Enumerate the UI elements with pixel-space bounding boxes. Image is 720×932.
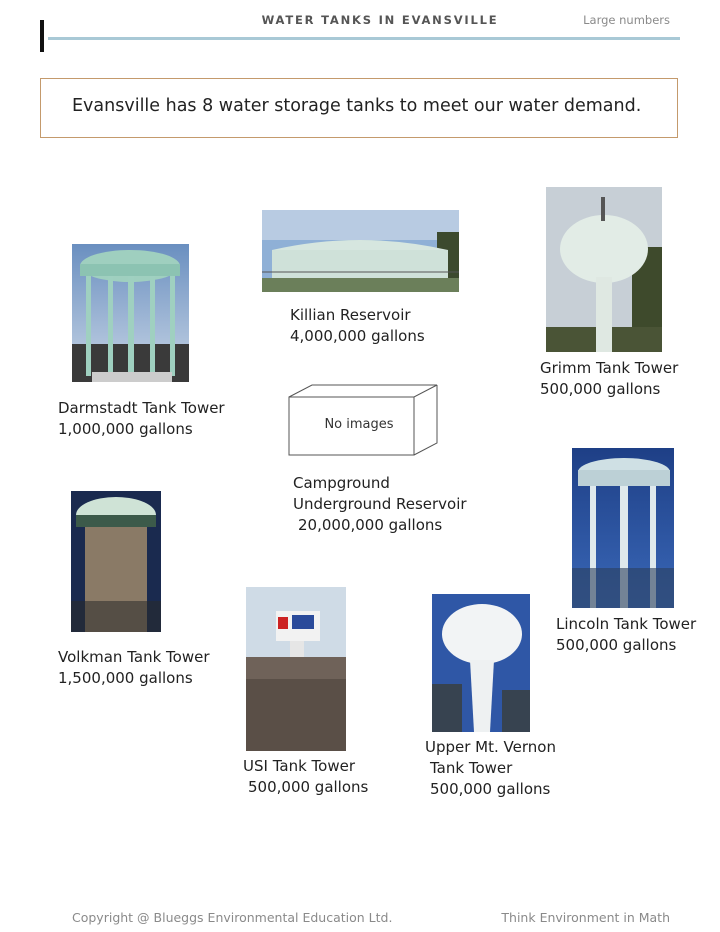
killian-reservoir-photo [262,210,459,292]
darmstadt-tank-photo [72,244,189,382]
killian-caption: Killian Reservoir 4,000,000 gallons [290,306,425,345]
lincoln-caption: Lincoln Tank Tower 500,000 gallons [556,615,697,654]
usi-tank-photo [246,587,346,751]
intro-text: Evansville has 8 water storage tanks to meet our water demand. [72,96,642,116]
footer-copyright: Copyright @ Blueggs Environmental Education Ltd. [72,910,393,925]
no-images-label: No images [324,417,394,432]
grimm-tank-photo [546,187,662,352]
campground-no-image-box [286,383,440,457]
footer-tagline: Think Environment in Math [501,910,670,925]
upper-mt-vernon-tank-photo [432,594,530,732]
volkman-tank-photo [71,491,161,632]
usi-caption: USI Tank Tower 500,000 gallons [243,757,369,796]
upper-mt-vernon-caption: Upper Mt. Vernon Tank Tower 500,000 gallons [425,738,556,798]
lincoln-tank-photo [572,448,674,608]
header-accent-bar [40,20,44,52]
page-topic: Large numbers [583,13,670,27]
header-rule [48,37,680,40]
page-title: WATER TANKS IN EVANSVILLE [261,13,499,27]
grimm-caption: Grimm Tank Tower 500,000 gallons [540,359,679,398]
darmstadt-caption: Darmstadt Tank Tower 1,000,000 gallons [58,399,225,438]
volkman-caption: Volkman Tank Tower 1,500,000 gallons [58,648,210,687]
campground-caption: Campground Underground Reservoir 20,000,000 gallons [293,474,467,534]
